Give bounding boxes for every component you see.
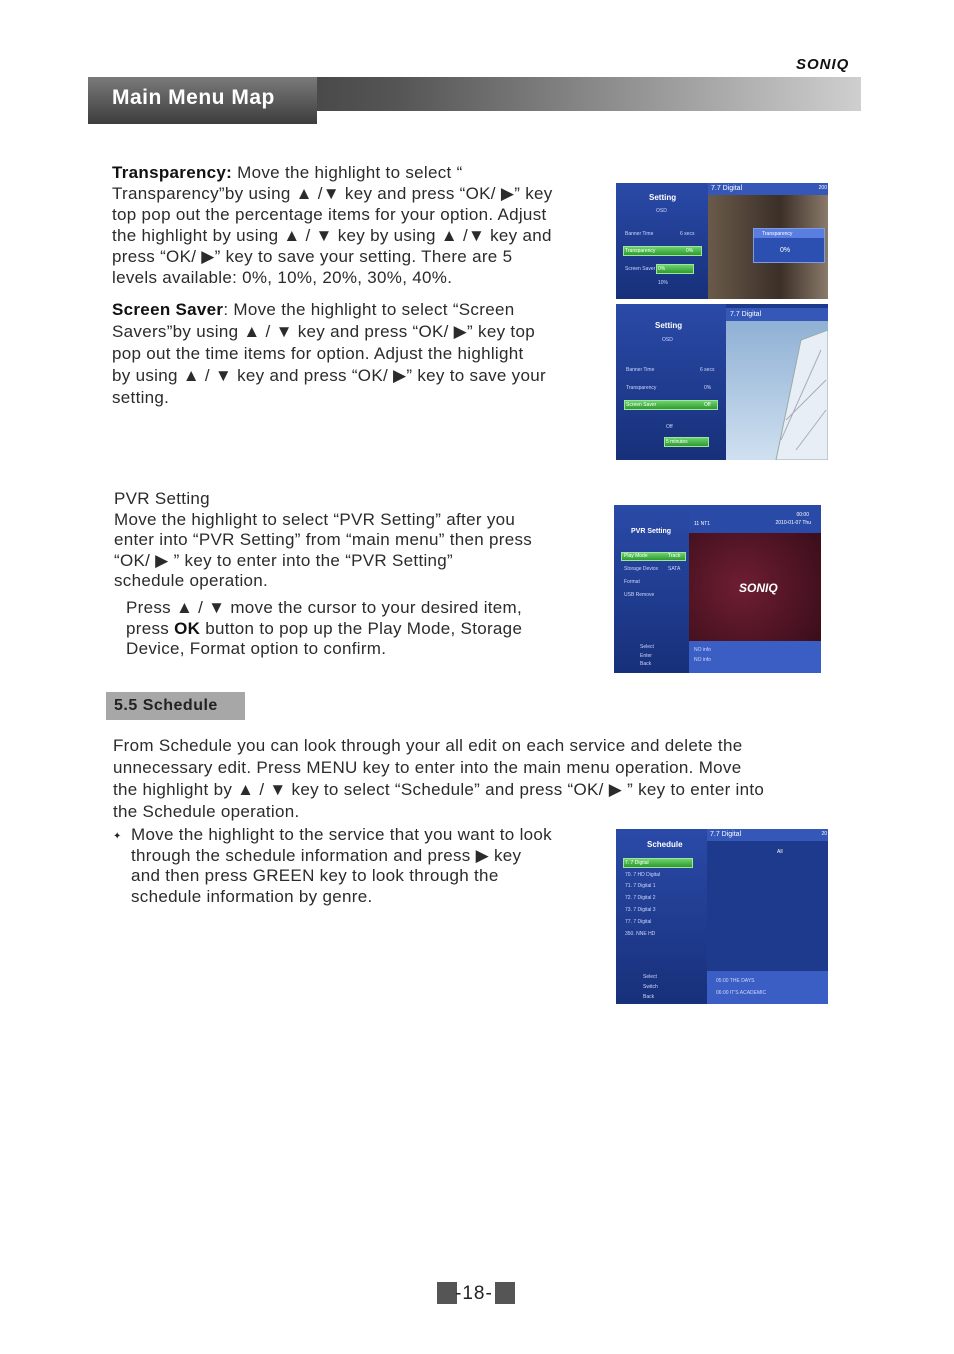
screen-saver-label: Screen Saver bbox=[112, 300, 224, 319]
screen-subtitle: OSD bbox=[662, 337, 673, 343]
bullet-icon: ✦ bbox=[113, 831, 122, 842]
key-hint: Back bbox=[640, 661, 652, 667]
screen-subtitle: OSD bbox=[656, 208, 667, 214]
event-info bbox=[707, 971, 828, 1004]
text-line: PVR Setting bbox=[114, 489, 210, 508]
screen-title: Setting bbox=[655, 321, 683, 330]
info-bar bbox=[689, 641, 821, 673]
transparency-popup bbox=[753, 228, 825, 263]
date-text: 200 bbox=[818, 185, 827, 191]
key-hint: Select bbox=[643, 974, 657, 980]
tower-graphic bbox=[726, 320, 828, 460]
screen-title: PVR Setting bbox=[631, 528, 672, 535]
page-number bbox=[437, 1282, 515, 1304]
channel-name: 7.7 Digital bbox=[711, 185, 743, 192]
text-line: top pop out the percentage items for your option. Adjust bbox=[112, 205, 547, 224]
channel-item: 71. 7 Digital 1 bbox=[625, 883, 656, 889]
event-item: 05:00 THE DAYS bbox=[716, 978, 755, 984]
popup-value: 0% bbox=[780, 247, 791, 254]
menu-row: Screen Saver bbox=[625, 266, 656, 272]
pvr-paragraph bbox=[114, 489, 604, 592]
text-line: and then press GREEN key to look through the bbox=[131, 866, 499, 885]
channel-item: 70. 7 HD Digital bbox=[625, 872, 661, 878]
menu-row: Transparency bbox=[626, 385, 657, 391]
text-line: through the schedule information and press ▶ key bbox=[131, 845, 522, 865]
page-number-left-block bbox=[437, 1282, 457, 1304]
schedule-paragraph bbox=[113, 735, 843, 823]
text-line: schedule operation. bbox=[114, 571, 269, 590]
info-text: NO info bbox=[694, 657, 711, 663]
channel-item: 72. 7 Digital 2 bbox=[625, 895, 656, 901]
channel-bar bbox=[689, 505, 821, 533]
screen-saver-paragraph bbox=[112, 299, 612, 409]
schedule-screenshot bbox=[616, 829, 828, 1004]
menu-row: Banner Time bbox=[626, 367, 655, 373]
screen-saver-screenshot bbox=[616, 304, 828, 460]
key-hint: Switch bbox=[643, 984, 658, 990]
section-title: 5.5 Schedule bbox=[114, 697, 218, 714]
menu-row: Screen Saver bbox=[626, 402, 657, 408]
text-line: press bbox=[126, 618, 175, 638]
channel-bar bbox=[707, 829, 828, 841]
text-line: unnecessary edit. Press MENU key to enter into the main menu operation. Move bbox=[113, 758, 742, 777]
time-text: 00:00 bbox=[796, 512, 809, 518]
menu-row: Storage Device bbox=[624, 566, 659, 572]
pvr-setting-screenshot bbox=[614, 505, 821, 673]
event-item: 06:00 IT'S ACADEMIC bbox=[716, 990, 767, 996]
channel-bar bbox=[726, 308, 828, 321]
list-item: 0% bbox=[658, 266, 666, 272]
text-line: Move the highlight to select “PVR Setting” after you bbox=[114, 509, 516, 529]
genre-filter: All bbox=[777, 849, 783, 855]
channel-name: 7.7 Digital bbox=[710, 831, 742, 838]
text-line: press “OK/ ▶” key to save your setting. There are 5 bbox=[112, 247, 513, 266]
menu-value: 0% bbox=[686, 248, 694, 254]
soniq-logo: SONIQ bbox=[739, 581, 778, 595]
menu-value: Track bbox=[668, 553, 681, 559]
page-number-right-block bbox=[495, 1282, 515, 1304]
list-item: 10% bbox=[658, 280, 669, 286]
text-line: setting. bbox=[112, 388, 170, 407]
text-line: enter into “PVR Setting” from “main menu” then press bbox=[114, 530, 533, 549]
menu-value: 6 secs bbox=[700, 367, 715, 373]
menu-row: Transparency bbox=[625, 248, 656, 254]
text-line: the highlight by using ▲ / ▼ key by using ▲ /▼ key and bbox=[112, 226, 552, 245]
text-line: by using ▲ / ▼ key and press “OK/ ▶” key to save your bbox=[112, 366, 546, 385]
brand-logo: SONIQ bbox=[796, 56, 850, 73]
schedule-bullet-text bbox=[131, 825, 611, 907]
date-text: 2010-01-07 Thu bbox=[775, 520, 811, 526]
page-title: Main Menu Map bbox=[112, 86, 275, 109]
menu-row: Play Mode bbox=[624, 553, 648, 559]
transparency-screenshot bbox=[616, 183, 828, 299]
text-line: Device, Format option to confirm. bbox=[126, 639, 387, 658]
text-line: Move the highlight to the service that you want to look bbox=[131, 825, 552, 844]
channel-item: 7. 7 Digital bbox=[625, 860, 649, 866]
channel-item: 350. NNE HD bbox=[625, 931, 656, 937]
menu-value: SATA bbox=[668, 566, 681, 572]
screen-title: Setting bbox=[649, 193, 677, 202]
menu-row: Banner Time bbox=[625, 231, 654, 237]
menu-value: 6 secs bbox=[680, 231, 695, 237]
text-line: pop out the time items for option. Adjust the highlight bbox=[112, 344, 524, 363]
info-text: NO info bbox=[694, 647, 711, 653]
text-line: From Schedule you can look through your all edit on each service and delete the bbox=[113, 736, 743, 755]
section-heading bbox=[106, 692, 245, 720]
text-line: “OK/ ▶ ” key to enter into the “PVR Setting” bbox=[114, 550, 454, 570]
channel-item: 77. 7 Digital bbox=[625, 919, 652, 925]
key-hint: Enter bbox=[640, 653, 652, 659]
text-line: : Move the highlight to select “Screen bbox=[223, 300, 515, 319]
menu-row: USB Remove bbox=[624, 592, 655, 598]
text-line: Savers”by using ▲ / ▼ key and press “OK/ ▶” key top bbox=[112, 322, 535, 341]
list-item: Off bbox=[666, 424, 673, 430]
video-preview bbox=[689, 533, 821, 641]
video-preview bbox=[726, 320, 828, 460]
text-line: the Schedule operation. bbox=[113, 802, 300, 821]
popup-title: Transparency bbox=[762, 231, 793, 237]
pvr-instruction bbox=[126, 598, 616, 660]
screen-title: Schedule bbox=[647, 840, 683, 849]
channel-name: 11 NT1 bbox=[694, 521, 711, 527]
text-line: Press ▲ / ▼ move the cursor to your desired item, bbox=[126, 598, 523, 617]
transparency-paragraph bbox=[112, 162, 612, 288]
menu-row: Format bbox=[624, 579, 640, 585]
text-line: the highlight by ▲ / ▼ key to select “Schedule” and press “OK/ ▶ ” key to enter into bbox=[113, 780, 765, 799]
date-text: 20 bbox=[821, 831, 827, 837]
menu-value: Off bbox=[704, 402, 711, 408]
channel-bar bbox=[708, 183, 828, 195]
ok-label: OK bbox=[174, 618, 201, 638]
text-line: schedule information by genre. bbox=[131, 886, 373, 906]
key-hint: Back bbox=[643, 994, 655, 1000]
channel-name: 7.7 Digital bbox=[730, 311, 762, 318]
text-line: button to pop up the Play Mode, Storage bbox=[200, 618, 523, 638]
key-hint: Select bbox=[640, 644, 654, 650]
menu-value: 0% bbox=[704, 385, 712, 391]
channel-item: 73. 7 Digital 3 bbox=[625, 907, 656, 913]
list-item: 5 minutes bbox=[666, 439, 688, 445]
transparency-label: Transparency: bbox=[112, 163, 233, 182]
text-line: levels available: 0%, 10%, 20%, 30%, 40%. bbox=[112, 268, 453, 287]
page-number-text: -18- bbox=[455, 1283, 493, 1304]
text-line: Move the highlight to select “ bbox=[232, 163, 463, 182]
text-line: Transparency”by using ▲ /▼ key and press “OK/ ▶” key bbox=[112, 184, 553, 203]
